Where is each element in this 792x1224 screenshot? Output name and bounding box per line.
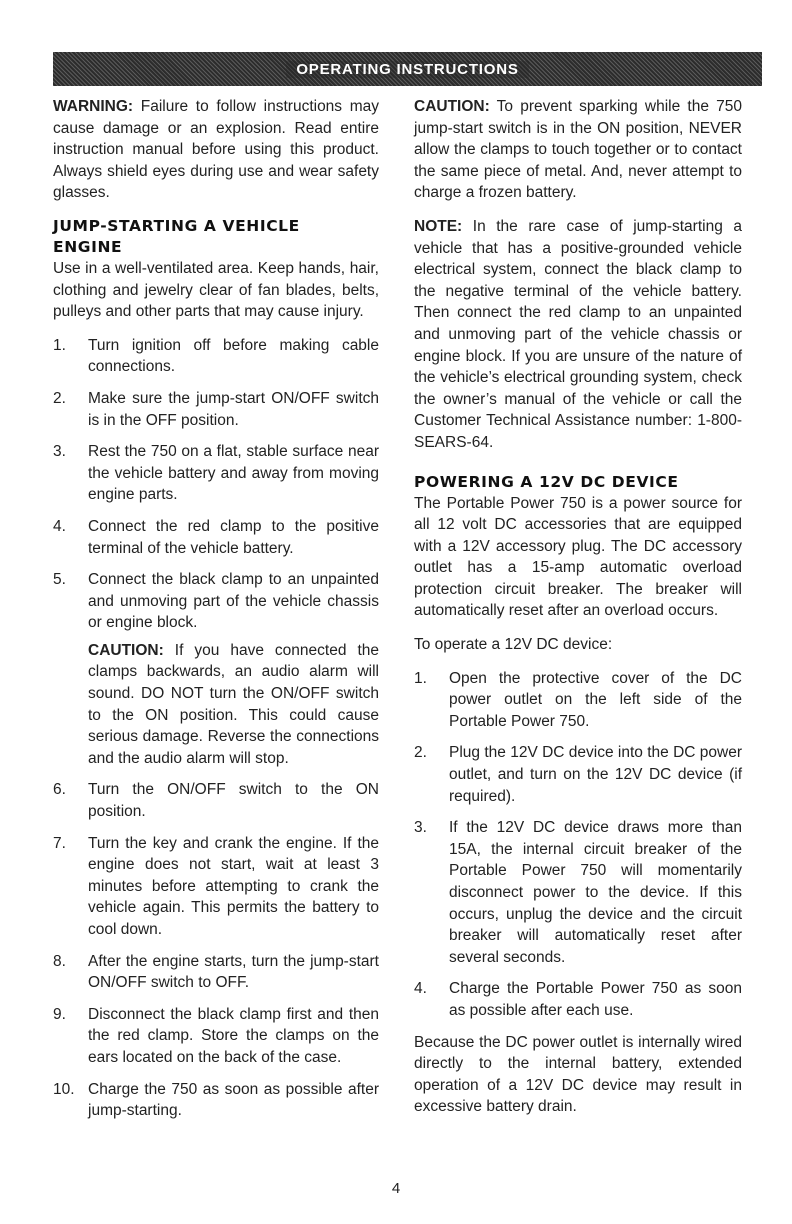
step-text: Charge the 750 as soon as possible after jump-starting. <box>88 1080 379 1120</box>
dc-device-heading: POWERING A 12V DC DEVICE <box>414 472 679 491</box>
caution-label: CAUTION: <box>88 641 164 659</box>
step-text: Plug the 12V DC device into the DC power outlet, and turn on the 12V DC device (if required). <box>449 744 742 805</box>
jump-start-steps <box>53 335 379 1122</box>
list-item <box>53 1079 379 1122</box>
step-text: Charge the Portable Power 750 as soon as possible after each use. <box>449 980 742 1019</box>
step-text: Connect the black clamp to an unpainted and unmoving part of the vehicle chassis or engine block. <box>88 571 379 632</box>
step-text: Turn the ON/OFF switch to the ON position. <box>88 781 379 821</box>
list-item <box>53 516 379 559</box>
list-item <box>53 1004 379 1069</box>
step-number: 3. <box>414 819 427 837</box>
list-item <box>53 569 379 769</box>
step-number: 2. <box>414 744 427 762</box>
list-item <box>53 833 379 941</box>
jump-start-heading-line2: ENGINE <box>53 237 123 256</box>
step-text: Turn ignition off before making cable connections. <box>88 336 379 376</box>
dc-device-steps <box>414 668 742 1022</box>
left-column <box>53 96 379 1132</box>
step-number: 10. <box>53 1080 75 1098</box>
step-text: Open the protective cover of the DC power outlet on the left side of the Portable Power 750. <box>449 669 742 730</box>
list-item <box>53 951 379 994</box>
step-number: 6. <box>53 781 66 799</box>
warning-label: WARNING: <box>53 98 134 115</box>
note-paragraph <box>414 216 742 454</box>
warning-text: Failure to follow instructions may cause damage or an explosion. Read entire instruction manual before using this product. Always shield eyes during use and wear safety glasses. <box>53 98 379 202</box>
note-label: NOTE: <box>414 217 463 235</box>
list-item <box>53 388 379 431</box>
step-number: 3. <box>53 443 66 461</box>
list-item <box>414 817 742 968</box>
warning-paragraph <box>53 96 379 204</box>
jump-start-heading-line1: JUMP-STARTING A VEHICLE <box>53 216 300 235</box>
dc-device-lead: To operate a 12V DC device: <box>414 636 613 654</box>
step-number: 4. <box>414 980 427 998</box>
note-text: In the rare case of jump-starting a vehicle that has a positive-grounded vehicle electrical system, connect the black clamp to the negative terminal of the vehicle battery. Then connect the red clamp to an unpainted and unmoving part of the vehicle chassis or engine block. If you are unsure of the nature of the vehicle’s electrical grounding system, check the owner’s manual of the vehicle or call the Customer Technical Assistance number: 1-800-SEARS-64. <box>414 217 742 451</box>
step-number: 5. <box>53 571 66 589</box>
step5-caution <box>88 640 379 770</box>
caution-text: To prevent sparking while the 750 jump-start switch is in the ON position, NEVER allow the clamps to touch together or to contact the same piece of metal. And, never attempt to charge a frozen battery. <box>414 98 742 202</box>
list-item <box>53 441 379 506</box>
list-item <box>414 978 742 1021</box>
dc-device-closing: Because the DC power outlet is internally wired directly to the internal battery, extended operation of a 12V DC device may result in excessive battery drain. <box>414 1033 742 1116</box>
step-text: Make sure the jump-start ON/OFF switch is in the OFF position. <box>88 389 379 429</box>
list-item <box>414 668 742 733</box>
step-number: 2. <box>53 389 66 407</box>
right-column <box>414 96 742 1130</box>
step-text: Connect the red clamp to the positive terminal of the vehicle battery. <box>88 517 379 557</box>
page-number: 4 <box>391 1180 401 1197</box>
step-number: 8. <box>53 952 66 970</box>
step-text: Turn the key and crank the engine. If the engine does not start, wait at least 3 minutes before attempting to crank the vehicle again. This permits the battery to cool down. <box>88 834 379 938</box>
list-item <box>414 742 742 807</box>
section-banner <box>53 52 762 86</box>
step-text: After the engine starts, turn the jump-start ON/OFF switch to OFF. <box>88 952 379 992</box>
step-number: 4. <box>53 517 66 535</box>
step-number: 1. <box>53 336 66 354</box>
step-number: 9. <box>53 1005 66 1023</box>
jump-start-heading <box>53 216 379 258</box>
list-item <box>53 335 379 378</box>
step-text: Disconnect the black clamp first and then the red clamp. Store the clamps on the ears located on the back of the case. <box>88 1005 379 1066</box>
caution-paragraph <box>414 96 742 204</box>
step-text: Rest the 750 on a flat, stable surface near the vehicle battery and away from moving engine parts. <box>88 443 379 504</box>
jump-start-intro: Use in a well-ventilated area. Keep hands, hair, clothing and jewelry clear of fan blades, belts, pulleys and other parts that may cause injury. <box>53 259 379 321</box>
step-number: 1. <box>414 669 427 687</box>
step-number: 7. <box>53 834 66 852</box>
page-title: OPERATING INSTRUCTIONS <box>286 61 528 78</box>
caution-text: If you have connected the clamps backwards, an audio alarm will sound. DO NOT turn the ON/OFF switch to the ON position. This could cause serious damage. Reverse the connections and the audio alarm will stop. <box>88 641 379 767</box>
list-item <box>53 779 379 822</box>
step-text: If the 12V DC device draws more than 15A, the internal circuit breaker of the Portable Power 750 will momentarily disconnect power to the device. If this occurs, unplug the device and the circuit breaker will automatically reset after several seconds. <box>449 819 742 966</box>
caution-label: CAUTION: <box>414 98 490 115</box>
dc-device-intro: The Portable Power 750 is a power source for all 12 volt DC accessories that are equipped with a 12V accessory plug. The DC accessory outlet has a 15-amp automatic overload protection circuit breaker. The breaker will automatically reset after an overload occurs. <box>414 494 742 620</box>
